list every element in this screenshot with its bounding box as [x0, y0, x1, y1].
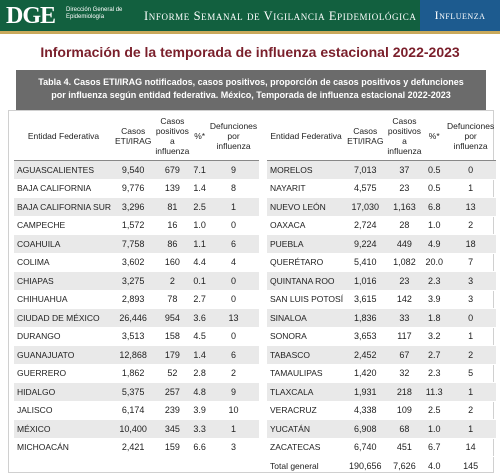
cell-percent: 4.8	[191, 383, 208, 402]
cell-cases: 3,615	[345, 290, 385, 309]
cell-cases: 1,420	[345, 364, 385, 383]
cell-state: CHIAPAS	[14, 272, 113, 291]
col-header-state: Entidad Federativa	[267, 112, 345, 161]
table-row	[14, 309, 259, 328]
table-row	[14, 235, 259, 254]
cell-positive: 33	[385, 309, 423, 328]
cell-state: AGUASCALIENTES	[14, 161, 113, 180]
table-row	[14, 161, 259, 180]
table-row	[14, 216, 259, 235]
cell-cases: 9,224	[345, 235, 385, 254]
cell-percent: 2.3	[423, 272, 445, 291]
table-row	[14, 327, 259, 346]
cell-positive: 23	[385, 179, 423, 198]
cell-cases: 5,410	[345, 253, 385, 272]
cell-percent: 1.4	[191, 346, 208, 365]
cell-deaths: 0	[445, 309, 496, 328]
cell-state: PUEBLA	[267, 235, 345, 254]
cell-cases: 3,602	[113, 253, 153, 272]
cell-state: CIUDAD DE MÉXICO	[14, 309, 113, 328]
cell-positive: 179	[153, 346, 191, 365]
cell-state: CAMPECHE	[14, 216, 113, 235]
cell-deaths: 2	[445, 401, 496, 420]
cell-positive: 679	[153, 161, 191, 180]
total-cases: 190,656	[345, 457, 385, 476]
logo-text: Dirección General de Epidemiología	[66, 7, 123, 20]
cell-deaths: 6	[208, 235, 259, 254]
states-table-left	[14, 112, 259, 457]
cell-cases: 1,862	[113, 364, 153, 383]
cell-deaths: 1	[445, 420, 496, 439]
cell-percent: 1.0	[423, 216, 445, 235]
cell-state: TAMAULIPAS	[267, 364, 345, 383]
table-row	[14, 346, 259, 365]
cell-percent: 3.9	[191, 401, 208, 420]
cell-deaths: 10	[208, 401, 259, 420]
cell-cases: 3,653	[345, 327, 385, 346]
influenza-tag: Influenza	[420, 0, 500, 31]
cell-percent: 1.0	[423, 420, 445, 439]
cell-deaths: 6	[208, 346, 259, 365]
cell-deaths: 2	[445, 216, 496, 235]
col-header-cases: Casos ETI/IRAG	[345, 112, 385, 161]
cell-deaths: 0	[445, 161, 496, 180]
cell-cases: 2,452	[345, 346, 385, 365]
cell-cases: 7,013	[345, 161, 385, 180]
header-row	[14, 112, 259, 161]
total-state: Total general	[267, 457, 345, 476]
cell-percent: 1.1	[191, 235, 208, 254]
cell-deaths: 3	[445, 272, 496, 291]
cell-cases: 10,400	[113, 420, 153, 439]
cell-cases: 1,572	[113, 216, 153, 235]
cell-state: BAJA CALIFORNIA SUR	[14, 198, 113, 217]
cell-percent: 2.5	[191, 198, 208, 217]
cell-deaths: 18	[445, 235, 496, 254]
cell-percent: 7.1	[191, 161, 208, 180]
cell-cases: 3,513	[113, 327, 153, 346]
col-header-positive: Casos positivos a influenza	[385, 112, 423, 161]
cell-positive: 86	[153, 235, 191, 254]
logo-mark: DGE	[6, 3, 56, 29]
table-row	[14, 364, 259, 383]
table-row	[267, 272, 496, 291]
cell-percent: 3.2	[423, 327, 445, 346]
table-row	[267, 216, 496, 235]
col-header-percent: %*	[191, 112, 208, 161]
cell-state: NUEVO LEÓN	[267, 198, 345, 217]
cell-positive: 109	[385, 401, 423, 420]
cell-state: BAJA CALIFORNIA	[14, 179, 113, 198]
table-row	[267, 235, 496, 254]
cell-positive: 117	[385, 327, 423, 346]
cell-state: SONORA	[267, 327, 345, 346]
cell-cases: 17,030	[345, 198, 385, 217]
cell-cases: 7,758	[113, 235, 153, 254]
cell-state: NAYARIT	[267, 179, 345, 198]
cell-percent: 1.4	[191, 179, 208, 198]
cell-positive: 23	[385, 272, 423, 291]
page-title: Información de la temporada de influenza estacional 2022-2023	[40, 44, 460, 60]
table-row	[14, 253, 259, 272]
cell-positive: 32	[385, 364, 423, 383]
cell-deaths: 9	[208, 161, 259, 180]
cell-deaths: 13	[445, 198, 496, 217]
cell-percent: 11.3	[423, 383, 445, 402]
table-row	[267, 179, 496, 198]
cell-deaths: 9	[208, 383, 259, 402]
cell-positive: 78	[153, 290, 191, 309]
total-positive: 7,626	[385, 457, 423, 476]
col-header-deaths: Defunciones por influenza	[208, 112, 259, 161]
cell-deaths: 1	[445, 179, 496, 198]
table-row	[267, 309, 496, 328]
cell-deaths: 1	[445, 383, 496, 402]
cell-positive: 37	[385, 161, 423, 180]
cell-cases: 9,776	[113, 179, 153, 198]
cell-positive: 158	[153, 327, 191, 346]
cell-positive: 449	[385, 235, 423, 254]
table-row	[14, 179, 259, 198]
cell-positive: 159	[153, 438, 191, 457]
table-row	[14, 401, 259, 420]
cell-state: TLAXCALA	[267, 383, 345, 402]
cell-deaths: 0	[208, 216, 259, 235]
cell-percent: 0.5	[423, 161, 445, 180]
cell-percent: 6.7	[423, 438, 445, 457]
total-percent: 4.0	[423, 457, 445, 476]
cell-state: SAN LUIS POTOSÍ	[267, 290, 345, 309]
cell-percent: 2.7	[191, 290, 208, 309]
cell-percent: 4.5	[191, 327, 208, 346]
cell-deaths: 5	[445, 364, 496, 383]
cell-positive: 139	[153, 179, 191, 198]
header-row	[267, 112, 496, 161]
cell-state: MORELOS	[267, 161, 345, 180]
cell-deaths: 0	[208, 272, 259, 291]
table-row	[14, 420, 259, 439]
cell-percent: 20.0	[423, 253, 445, 272]
cell-positive: 52	[153, 364, 191, 383]
cell-cases: 1,836	[345, 309, 385, 328]
cell-deaths: 7	[445, 253, 496, 272]
cell-percent: 2.7	[423, 346, 445, 365]
cell-state: COLIMA	[14, 253, 113, 272]
cell-percent: 1.8	[423, 309, 445, 328]
cell-percent: 4.9	[423, 235, 445, 254]
table-row	[267, 420, 496, 439]
cell-percent: 1.0	[191, 216, 208, 235]
cell-cases: 6,174	[113, 401, 153, 420]
caption-line-1: Tabla 4. Casos ETI/IRAG notificados, casos positivos, proporción de casos positivos y defunciones	[38, 77, 464, 87]
cell-percent: 2.5	[423, 401, 445, 420]
table-row	[267, 253, 496, 272]
cell-percent: 4.4	[191, 253, 208, 272]
cell-state: HIDALGO	[14, 383, 113, 402]
cell-positive: 345	[153, 420, 191, 439]
cell-positive: 451	[385, 438, 423, 457]
cell-state: VERACRUZ	[267, 401, 345, 420]
cell-deaths: 3	[208, 438, 259, 457]
cell-deaths: 1	[445, 327, 496, 346]
caption-line-2: por influenza según entidad federativa. México, Temporada de influenza estacional 2022-2023	[51, 90, 451, 100]
cell-cases: 2,724	[345, 216, 385, 235]
cell-deaths: 2	[208, 364, 259, 383]
cell-positive: 16	[153, 216, 191, 235]
cell-cases: 9,540	[113, 161, 153, 180]
cell-state: MÉXICO	[14, 420, 113, 439]
cell-state: ZACATECAS	[267, 438, 345, 457]
cell-deaths: 1	[208, 420, 259, 439]
cell-state: GUERRERO	[14, 364, 113, 383]
cell-positive: 954	[153, 309, 191, 328]
cell-cases: 4,575	[345, 179, 385, 198]
table-row	[267, 290, 496, 309]
cell-cases: 26,446	[113, 309, 153, 328]
table-row	[14, 438, 259, 457]
col-header-deaths: Defunciones por influenza	[445, 112, 496, 161]
bulletin-title: Informe Semanal de Vigilancia Epidemiológica	[144, 9, 417, 23]
cell-percent: 2.8	[191, 364, 208, 383]
cell-deaths: 8	[208, 179, 259, 198]
cell-positive: 67	[385, 346, 423, 365]
cell-cases: 6,908	[345, 420, 385, 439]
cell-cases: 1,931	[345, 383, 385, 402]
cell-cases: 3,296	[113, 198, 153, 217]
cell-state: QUINTANA ROO	[267, 272, 345, 291]
col-header-positive: Casos positivos a influenza	[153, 112, 191, 161]
cell-deaths: 0	[208, 327, 259, 346]
cell-percent: 6.6	[191, 438, 208, 457]
table-row	[14, 290, 259, 309]
cell-deaths: 13	[208, 309, 259, 328]
cell-cases: 12,868	[113, 346, 153, 365]
dge-logo	[6, 3, 136, 29]
cell-cases: 2,421	[113, 438, 153, 457]
table-row	[14, 383, 259, 402]
col-header-percent: %*	[423, 112, 445, 161]
cell-cases: 6,740	[345, 438, 385, 457]
cell-percent: 0.1	[191, 272, 208, 291]
cell-state: JALISCO	[14, 401, 113, 420]
cell-state: CHIHUAHUA	[14, 290, 113, 309]
cell-state: GUANAJUATO	[14, 346, 113, 365]
cell-percent: 6.8	[423, 198, 445, 217]
cell-cases: 3,275	[113, 272, 153, 291]
cell-percent: 2.3	[423, 364, 445, 383]
cell-deaths: 4	[208, 253, 259, 272]
cell-positive: 2	[153, 272, 191, 291]
cell-positive: 218	[385, 383, 423, 402]
total-row	[267, 457, 496, 476]
table-row	[14, 272, 259, 291]
table-row	[267, 364, 496, 383]
states-table-right	[267, 112, 496, 476]
cell-state: SINALOA	[267, 309, 345, 328]
cell-deaths: 2	[445, 346, 496, 365]
cell-percent: 0.5	[423, 179, 445, 198]
table-row	[267, 438, 496, 457]
cell-positive: 28	[385, 216, 423, 235]
cell-positive: 81	[153, 198, 191, 217]
table-row	[14, 198, 259, 217]
cell-cases: 4,338	[345, 401, 385, 420]
table-row	[267, 401, 496, 420]
cell-positive: 239	[153, 401, 191, 420]
cell-positive: 68	[385, 420, 423, 439]
cell-state: OAXACA	[267, 216, 345, 235]
cell-state: MICHOACÁN	[14, 438, 113, 457]
cell-deaths: 0	[208, 290, 259, 309]
table-row	[267, 346, 496, 365]
cell-cases: 2,893	[113, 290, 153, 309]
cell-positive: 142	[385, 290, 423, 309]
cell-state: QUERÉTARO	[267, 253, 345, 272]
header-banner	[0, 0, 500, 34]
cell-percent: 3.9	[423, 290, 445, 309]
cell-state: COAHUILA	[14, 235, 113, 254]
table-row	[267, 161, 496, 180]
table-row	[267, 383, 496, 402]
cell-positive: 1,082	[385, 253, 423, 272]
cell-deaths: 14	[445, 438, 496, 457]
cell-percent: 3.6	[191, 309, 208, 328]
cell-state: YUCATÁN	[267, 420, 345, 439]
table-row	[267, 198, 496, 217]
cell-positive: 257	[153, 383, 191, 402]
cell-deaths: 1	[208, 198, 259, 217]
cell-deaths: 3	[445, 290, 496, 309]
col-header-cases: Casos ETI/IRAG	[113, 112, 153, 161]
cell-positive: 160	[153, 253, 191, 272]
total-deaths: 145	[445, 457, 496, 476]
cell-percent: 3.3	[191, 420, 208, 439]
cell-cases: 1,016	[345, 272, 385, 291]
col-header-state: Entidad Federativa	[14, 112, 113, 161]
cell-state: TABASCO	[267, 346, 345, 365]
cell-positive: 1,163	[385, 198, 423, 217]
cell-cases: 5,375	[113, 383, 153, 402]
table-row	[267, 327, 496, 346]
cell-state: DURANGO	[14, 327, 113, 346]
table-caption	[16, 70, 486, 110]
